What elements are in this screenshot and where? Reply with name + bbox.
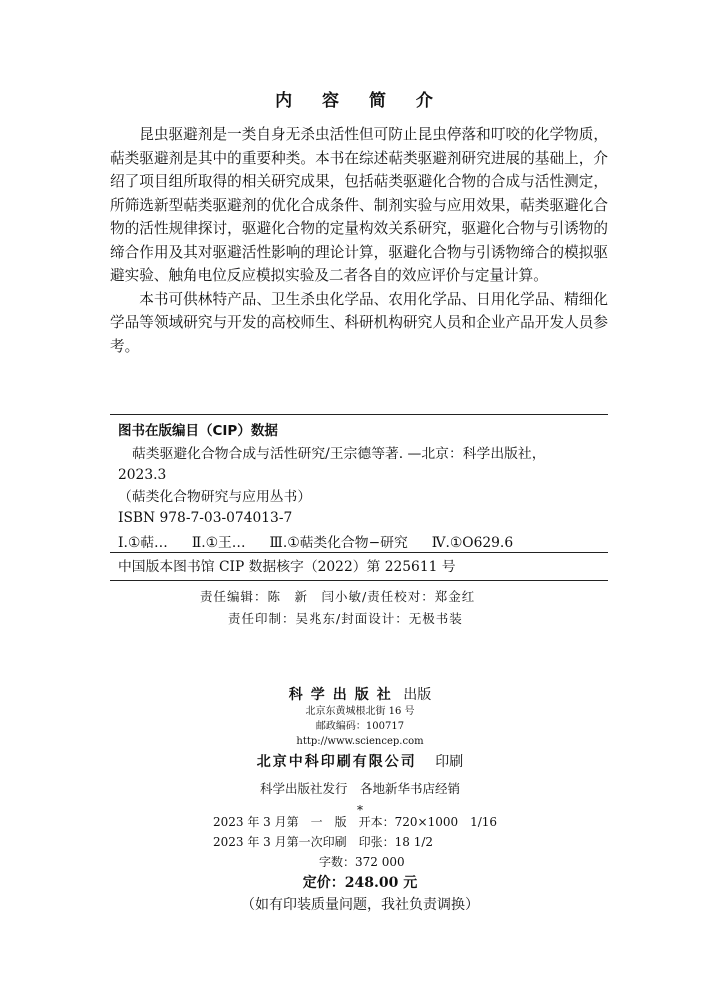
page-title: 内 容 简 介 <box>275 91 445 111</box>
staff-line: 责任印制：吴兆东/封面设计：无极书装 <box>228 611 463 626</box>
return-note: （如有印装质量问题，我社负责调换） <box>241 897 479 913</box>
cip-class-item: Ⅱ.①王… <box>191 534 246 551</box>
printer-line <box>0 751 720 771</box>
publisher-suffix: 出版 <box>403 687 432 703</box>
imprint-block <box>0 684 720 817</box>
publisher-postcode: 邮政编码：100717 <box>315 721 405 732</box>
word-count: 字数：372 000 <box>319 855 405 869</box>
publisher-url: http://www.sciencep.com <box>296 736 424 747</box>
summary-paragraph: 昆虫驱避剂是一类自身无杀虫活性但可防止昆虫停落和叮咬的化学物质，萜类驱避剂是其中的重要种类。本书在综述萜类驱避剂研究进展的基础上，介绍了项目组所取得的相关研究成果，包括萜类驱避化合物的合成与活性测定，所筛选新型萜类驱避剂的优化合成条件、制剂实验与应用效果，萜类驱避化合物的活性规律探讨，驱避化合物的定量构效关系研究，驱避化合物与引诱物的缔合作用及其对驱避活性影响的理论计算，驱避化合物与引诱物缔合的模拟驱避实验、触角电位反应模拟实验及二者各自的效应评价与定量计算。 <box>110 126 608 284</box>
cip-block <box>118 421 608 554</box>
cip-date-line: 2023.3 <box>118 467 167 483</box>
cip-heading: 图书在版编目（CIP）数据 <box>118 423 278 439</box>
cip-divider <box>110 552 608 553</box>
cip-isbn: ISBN 978-7-03-074013-7 <box>118 510 293 526</box>
publisher-line <box>0 684 720 704</box>
staff-line: 责任编辑：陈 新 闫小敏/责任校对：郑金红 <box>200 589 476 604</box>
cip-title-line: 萜类驱避化合物合成与活性研究/王宗德等著. —北京：科学出版社， <box>132 445 546 462</box>
publisher-name: 科学出版社 <box>288 687 399 703</box>
printer-suffix: 印刷 <box>435 754 464 770</box>
distribution-line: 科学出版社发行 各地新华书店经销 <box>259 781 460 796</box>
summary-section <box>110 123 608 358</box>
separator-star: * <box>357 803 363 817</box>
printing-line: 2023 年 3 月第一次印刷 印张：18 1/2 <box>213 835 434 849</box>
cip-class-item: Ⅲ.①萜类化合物−研究 <box>269 534 408 551</box>
publisher-address: 北京东黄城根北街 16 号 <box>305 706 415 717</box>
cip-series-line: （萜类化合物研究与应用丛书） <box>118 488 312 505</box>
cip-classification <box>118 533 608 555</box>
staff-credits <box>200 586 580 630</box>
edition-specs <box>213 812 497 872</box>
cip-class-item: Ⅳ.①O629.6 <box>431 534 514 551</box>
cip-class-item: Ⅰ.①萜… <box>118 534 168 551</box>
bottom-divider <box>110 580 608 581</box>
printer-name: 北京中科印刷有限公司 <box>256 754 417 770</box>
cip-certificate: 中国版本图书馆 CIP 数据核字（2022）第 225611 号 <box>118 559 456 575</box>
summary-paragraph: 本书可供林特产品、卫生杀虫化学品、农用化学品、日用化学品、精细化学品等领域研究与开发的高校师生、科研机构研究人员和企业产品开发人员参考。 <box>110 290 608 355</box>
price: 定价：248.00 元 <box>302 875 418 891</box>
top-divider <box>110 414 608 415</box>
edition-line: 2023 年 3 月第 一 版 开本：720×1000 1/16 <box>213 815 498 829</box>
